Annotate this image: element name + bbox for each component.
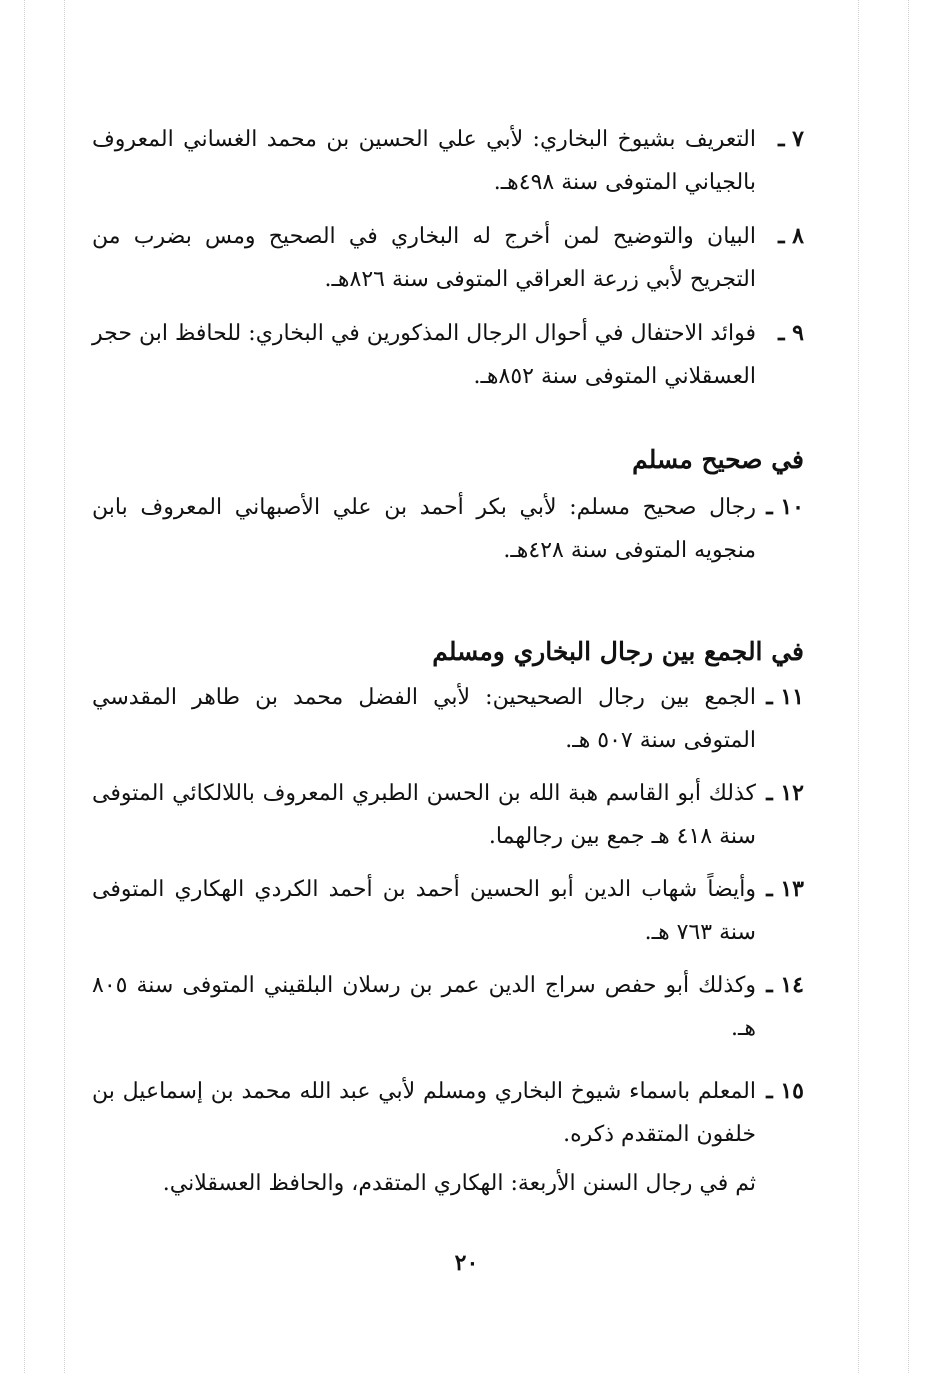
scan-guide-line xyxy=(64,0,65,1373)
page-number: ٢٠ xyxy=(454,1250,479,1276)
list-item xyxy=(92,1070,804,1156)
list-item xyxy=(92,312,804,398)
item-number: ٨ ـ xyxy=(778,223,804,249)
list-item xyxy=(92,215,804,301)
scan-guide-line xyxy=(908,0,909,1373)
item-text: التعريف بشيوخ البخاري: لأبي علي الحسين بن محمد الغساني المعروف بالجياني المتوفى سنة ٤٩٨هـ. xyxy=(92,127,756,195)
item-text: وأيضاً شهاب الدين أبو الحسين أحمد بن أحمد الكردي الهكاري المتوفى سنة ٧٦٣ هـ. xyxy=(92,877,756,945)
item-text: رجال صحيح مسلم: لأبي بكر أحمد بن علي الأصبهاني المعروف بابن منجويه المتوفى سنة ٤٢٨هـ. xyxy=(92,495,756,563)
item-number: ١٢ ـ xyxy=(766,780,804,806)
list-item xyxy=(92,964,804,1050)
closing-note: ثم في رجال السنن الأربعة: الهكاري المتقدم، والحافظ العسقلاني. xyxy=(162,1171,756,1196)
list-item xyxy=(92,486,804,572)
item-text: الجمع بين رجال الصحيحين: لأبي الفضل محمد بن طاهر المقدسي المتوفى سنة ٥٠٧ هـ. xyxy=(92,685,756,753)
item-number: ١٤ ـ xyxy=(766,972,804,998)
item-text: فوائد الاحتفال في أحوال الرجال المذكورين في البخاري: للحافظ ابن حجر العسقلاني المتوفى سنة ٨٥٢هـ. xyxy=(92,321,756,389)
item-number: ١١ ـ xyxy=(766,684,804,710)
item-number: ٩ ـ xyxy=(778,320,804,346)
section-heading-combined: في الجمع بين رجال البخاري ومسلم xyxy=(432,637,804,666)
scan-guide-line xyxy=(858,0,859,1373)
page-body xyxy=(92,118,804,1205)
section-heading-muslim: في صحيح مسلم xyxy=(632,445,804,474)
item-text: كذلك أبو القاسم هبة الله بن الحسن الطبري المعروف باللالكائي المتوفى سنة ٤١٨ هـ جمع بين رجالهما. xyxy=(92,781,756,849)
item-number: ١٥ ـ xyxy=(766,1078,804,1104)
scan-guide-line xyxy=(24,0,25,1373)
list-item xyxy=(92,676,804,762)
item-text: البيان والتوضيح لمن أخرج له البخاري في الصحيح ومس بضرب من التجريح لأبي زرعة العراقي المتوفى سنة ٨٢٦هـ. xyxy=(92,224,756,292)
item-text: وكذلك أبو حفص سراج الدين عمر بن رسلان البلقيني المتوفى سنة ٨٠٥ هـ. xyxy=(92,973,756,1041)
item-number: ٧ ـ xyxy=(778,126,804,152)
list-item xyxy=(92,868,804,954)
item-text: المعلم باسماء شيوخ البخاري ومسلم لأبي عبد الله محمد بن إسماعيل بن خلفون المتقدم ذكره. xyxy=(92,1079,756,1147)
item-number: ١٣ ـ xyxy=(766,876,804,902)
list-item xyxy=(92,118,804,204)
item-number: ١٠ ـ xyxy=(766,494,804,520)
list-item xyxy=(92,772,804,858)
